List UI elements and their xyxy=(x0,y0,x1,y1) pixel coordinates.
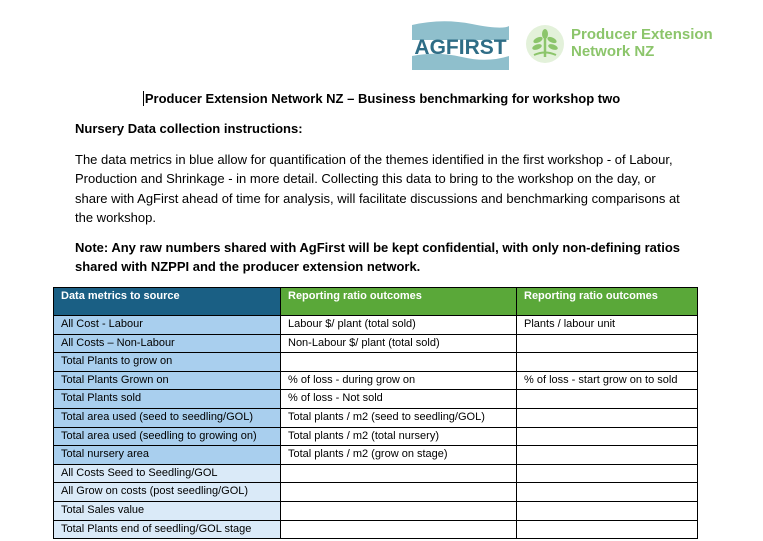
confidentiality-note: Note: Any raw numbers shared with AgFirst will be kept confidential, with only non-defining ratios shared with NZPPI and the producer extension network. xyxy=(75,240,681,275)
agfirst-logo xyxy=(412,20,509,70)
sprout-logo-icon xyxy=(525,24,565,64)
ratio2-cell xyxy=(517,483,698,502)
table-header-row xyxy=(54,288,698,316)
ratio1-cell: Total plants / m2 (seed to seedling/GOL) xyxy=(281,408,517,427)
table-row xyxy=(54,501,698,520)
ratio2-cell xyxy=(517,334,698,353)
ratio2-cell xyxy=(517,427,698,446)
agfirst-logo-text: AGFIRST xyxy=(414,36,507,59)
table-row xyxy=(54,390,698,409)
ratio2-cell xyxy=(517,446,698,465)
ratio1-cell xyxy=(281,464,517,483)
ratio2-cell: Plants / labour unit xyxy=(517,316,698,335)
document-title-text: Producer Extension Network NZ – Business benchmarking for workshop two xyxy=(144,91,621,106)
metric-cell: All Costs – Non-Labour xyxy=(54,334,281,353)
ratio2-cell xyxy=(517,408,698,427)
ratio1-cell: Total plants / m2 (grow on stage) xyxy=(281,446,517,465)
ratio1-cell xyxy=(281,483,517,502)
pen-logo-line2: Network NZ xyxy=(571,43,655,60)
ratio2-cell xyxy=(517,353,698,372)
metric-cell: All Cost - Labour xyxy=(54,316,281,335)
table-row xyxy=(54,427,698,446)
header-reporting-ratio-2: Reporting ratio outcomes xyxy=(517,288,698,316)
metric-cell: All Grow on costs (post seedling/GOL) xyxy=(54,483,281,502)
text-cursor xyxy=(143,91,144,106)
ratio1-cell: % of loss - Not sold xyxy=(281,390,517,409)
table-row xyxy=(54,464,698,483)
table-row xyxy=(54,353,698,372)
table-row xyxy=(54,334,698,353)
table-row xyxy=(54,316,698,335)
table-row xyxy=(54,483,698,502)
metric-cell: Total nursery area xyxy=(54,446,281,465)
metric-cell: Total Plants to grow on xyxy=(54,353,281,372)
ratio1-cell: Non-Labour $/ plant (total sold) xyxy=(281,334,517,353)
table-row xyxy=(54,446,698,465)
ratio2-cell xyxy=(517,390,698,409)
ratio2-cell: % of loss - start grow on to sold xyxy=(517,371,698,390)
ratio1-cell: Labour $/ plant (total sold) xyxy=(281,316,517,335)
metric-cell: Total Plants sold xyxy=(54,390,281,409)
metric-cell: Total area used (seedling to growing on) xyxy=(54,427,281,446)
metric-cell: Total Sales value xyxy=(54,501,281,520)
ratio2-cell xyxy=(517,501,698,520)
pen-logo-text xyxy=(571,26,713,60)
table-row xyxy=(54,371,698,390)
header-data-metrics: Data metrics to source xyxy=(54,288,281,316)
metrics-table xyxy=(53,287,698,539)
pen-logo-line1: Producer Extension xyxy=(571,26,713,43)
ratio1-cell xyxy=(281,501,517,520)
metric-cell: Total area used (seed to seedling/GOL) xyxy=(54,408,281,427)
metric-cell: All Costs Seed to Seedling/GOL xyxy=(54,464,281,483)
table-row xyxy=(54,408,698,427)
metric-cell: Total Plants end of seedling/GOL stage xyxy=(54,520,281,539)
table-row xyxy=(54,520,698,539)
ratio1-cell: % of loss - during grow on xyxy=(281,371,517,390)
ratio2-cell xyxy=(517,520,698,539)
document-title xyxy=(0,91,763,106)
ratio1-cell xyxy=(281,520,517,539)
ratio1-cell: Total plants / m2 (total nursery) xyxy=(281,427,517,446)
metric-cell: Total Plants Grown on xyxy=(54,371,281,390)
ratio1-cell xyxy=(281,353,517,372)
header-reporting-ratio-1: Reporting ratio outcomes xyxy=(281,288,517,316)
instructions-paragraph: The data metrics in blue allow for quantification of the themes identified in the first workshop - of Labour, Production and Shrinkage - in more detail. Collecting this data to bring to the workshop on the day, or share with AgFirst ahead of time for analysis, will facilitate discussions and benchmarking comparisons at the workshop. xyxy=(75,152,680,225)
section-heading: Nursery Data collection instructions: xyxy=(75,121,303,136)
ratio2-cell xyxy=(517,464,698,483)
